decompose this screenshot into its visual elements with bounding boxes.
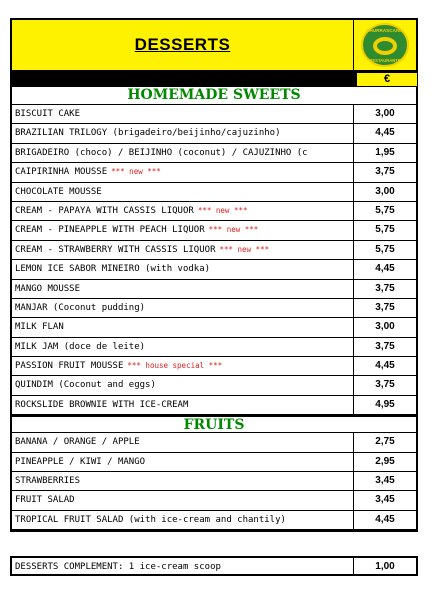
logo-text-bottom: RESTAURANTE xyxy=(369,58,401,63)
item-name-cell xyxy=(12,453,354,471)
header-divider xyxy=(10,72,356,87)
menu-item-row xyxy=(10,491,418,510)
item-price: 3,00 xyxy=(375,185,395,197)
menu-item-row xyxy=(10,299,418,318)
logo-text-top: CHURRASCARIA xyxy=(366,28,404,33)
item-name: QUINDIM (Coconut and eggs) xyxy=(15,380,156,391)
logo-cell xyxy=(354,20,416,70)
menu-item-row xyxy=(10,472,418,491)
menu-item-row xyxy=(10,144,418,163)
item-price: 4,45 xyxy=(375,127,395,139)
item-price: 4,95 xyxy=(375,398,395,410)
item-name: LEMON ICE SABOR MINEIRO (with vodka) xyxy=(15,264,211,275)
item-price: 3,00 xyxy=(375,321,395,333)
menu-sheet xyxy=(10,18,418,532)
menu-item-row xyxy=(10,241,418,260)
menu-item-row xyxy=(10,318,418,337)
item-name-cell xyxy=(12,338,354,356)
menu-item-row xyxy=(10,376,418,395)
menu-item-row xyxy=(10,338,418,357)
item-name: MILK FLAN xyxy=(15,322,64,333)
restaurant-logo xyxy=(360,21,410,69)
item-name-cell xyxy=(12,163,354,181)
menu-item-row xyxy=(10,396,418,415)
menu-item-row xyxy=(10,202,418,221)
item-price: 4,45 xyxy=(375,360,395,372)
item-price: 3,45 xyxy=(375,494,395,506)
item-name: CREAM - PINEAPPLE WITH PEACH LIQUOR xyxy=(15,225,205,236)
item-name: BANANA / ORANGE / APPLE xyxy=(15,437,140,448)
menu-header xyxy=(10,18,418,72)
item-price: 3,75 xyxy=(375,340,395,352)
menu-item-row xyxy=(10,280,418,299)
page-title: DESSERTS xyxy=(134,35,231,54)
item-name-cell xyxy=(12,105,354,123)
item-price: 4,45 xyxy=(375,263,395,275)
item-name: MANGO MOUSSE xyxy=(15,283,81,294)
item-name: MILK JAM (doce de leite) xyxy=(15,341,146,352)
item-name: BRIGADEIRO (choco) / BEIJINHO (coconut) / CAJUZINHO (c xyxy=(15,147,308,158)
item-name-cell xyxy=(12,511,354,529)
item-price: 3,75 xyxy=(375,166,395,178)
item-tag: *** new *** xyxy=(111,167,161,177)
item-name: CAIPIRINHA MOUSSE xyxy=(15,167,108,178)
item-name-cell xyxy=(12,433,354,451)
item-tag: *** house special *** xyxy=(127,361,223,371)
menu-item-row xyxy=(10,105,418,124)
menu-item-row xyxy=(10,357,418,376)
item-price: 5,75 xyxy=(375,204,395,216)
item-price: 3,45 xyxy=(375,475,395,487)
item-price: 4,45 xyxy=(375,513,395,525)
complement-price: 1,00 xyxy=(375,561,395,572)
item-price: 1,95 xyxy=(375,146,395,158)
menu-item-row xyxy=(10,433,418,452)
item-price: 3,75 xyxy=(375,379,395,391)
section-homemade-sweets: HOMEMADE SWEETS xyxy=(10,87,418,105)
item-name: PINEAPPLE / KIWI / MANGO xyxy=(15,456,146,467)
complement-name: DESSERTS COMPLEMENT: 1 ice-cream scoop xyxy=(12,558,354,574)
item-price: 2,75 xyxy=(375,436,395,448)
complement-row xyxy=(10,556,418,576)
item-name-cell xyxy=(12,183,354,201)
item-tag: *** new *** xyxy=(208,225,259,235)
item-price: 2,95 xyxy=(375,455,395,467)
item-name-cell xyxy=(12,357,354,375)
menu-item-row xyxy=(10,260,418,279)
item-name-cell xyxy=(12,491,354,509)
currency-row xyxy=(10,72,418,87)
item-price: 5,75 xyxy=(375,243,395,255)
item-name: FRUIT SALAD xyxy=(15,495,75,506)
item-name-cell xyxy=(12,396,354,414)
fruits-list xyxy=(10,433,418,532)
menu-item-row xyxy=(10,511,418,530)
item-name: STRAWBERRIES xyxy=(15,476,81,487)
menu-item-row xyxy=(10,124,418,143)
item-name-cell xyxy=(12,472,354,490)
item-name-cell xyxy=(12,318,354,336)
item-tag: *** new *** xyxy=(219,244,270,254)
item-name: CHOCOLATE MOUSSE xyxy=(15,186,102,197)
currency-label: € xyxy=(356,72,418,87)
item-name-cell xyxy=(12,124,354,142)
item-name: CREAM - PAPAYA WITH CASSIS LIQUOR xyxy=(15,205,194,216)
item-name-cell xyxy=(12,376,354,394)
item-name: BISCUIT CAKE xyxy=(15,109,81,119)
item-name: ROCKSLIDE BROWNIE WITH ICE-CREAM xyxy=(15,399,189,410)
item-name-cell xyxy=(12,144,354,162)
item-name-cell xyxy=(12,280,354,298)
sweets-list xyxy=(10,105,418,415)
item-tag: *** new *** xyxy=(197,205,248,215)
menu-item-row xyxy=(10,221,418,240)
item-price: 3,75 xyxy=(375,282,395,294)
item-price: 3,75 xyxy=(375,301,395,313)
item-price: 5,75 xyxy=(375,224,395,236)
section-fruits: FRUITS xyxy=(10,415,418,433)
item-name: TROPICAL FRUIT SALAD (with ice-cream and chantily) xyxy=(15,514,286,525)
item-name-cell xyxy=(12,221,354,239)
item-name-cell xyxy=(12,299,354,317)
menu-item-row xyxy=(10,163,418,182)
menu-item-row xyxy=(10,183,418,202)
item-name: PASSION FRUIT MOUSSE xyxy=(15,361,124,372)
item-name: CREAM - STRAWBERRY WITH CASSIS LIQUOR xyxy=(15,244,216,255)
item-name: MANJAR (Coconut pudding) xyxy=(15,302,146,313)
item-price: 3,00 xyxy=(375,108,395,119)
menu-item-row xyxy=(10,453,418,472)
item-name: BRAZILIAN TRILOGY (brigadeiro/beijinho/cajuzinho) xyxy=(15,128,281,139)
complement-box xyxy=(10,556,418,576)
item-name-cell xyxy=(12,260,354,278)
item-name-cell xyxy=(12,241,354,259)
item-name-cell xyxy=(12,202,354,220)
title-cell xyxy=(12,20,354,70)
